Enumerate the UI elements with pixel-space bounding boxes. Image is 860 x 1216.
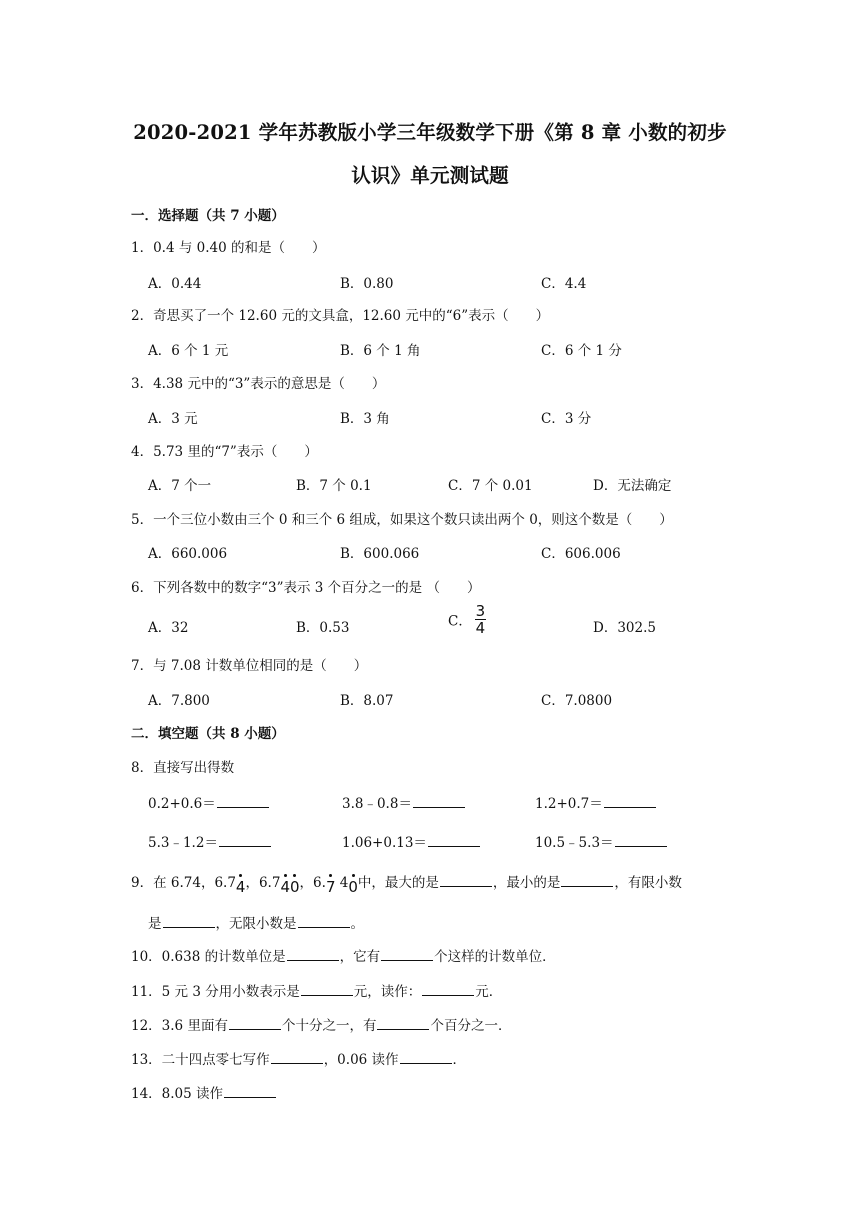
question-10-text-b: ，它有 [339,949,381,965]
question-2-stem: 2．奇思买了一个 12.60 元的文具盒，12.60 元中的“6”表示（ ） [131,308,550,324]
repeating-digit: 0 [290,878,300,896]
answer-blank[interactable] [440,874,492,887]
question-13-text-a: 13．二十四点零七写作 [131,1052,270,1068]
question-9-mid: 中，最大的是 [357,875,439,891]
expression-4-text: 5.3﹣1.2＝ [148,835,218,851]
fraction-numerator: 3 [475,602,486,620]
answer-blank[interactable] [428,834,480,847]
question-9-line2b: ，无限小数是 [215,916,297,932]
question-5-option-a: A．660.006 [148,546,228,562]
question-8-stem: 8．直接写出得数 [131,760,235,776]
question-4-stem: 4．5.73 里的“7”表示（ ） [131,444,318,460]
doc-title-line2: 认识》单元测试题 [351,164,509,187]
expression-4 [148,831,272,851]
question-9-sep2: ，6. [299,875,326,891]
doc-title-line1: 2020-2021 学年苏教版小学三年级数学下册《第 8 章 小数的初步 [133,121,727,144]
question-12-text-c: 个百分之一． [430,1018,512,1034]
question-10-text-c: 个这样的计数单位． [434,949,556,965]
question-13-text-b: ，0.06 读作 [323,1052,399,1068]
question-12-text-b: 个十分之一，有 [281,1018,377,1034]
answer-blank[interactable] [163,915,215,928]
question-11-text-a: 11．5 元 3 分用小数表示是 [131,984,300,1000]
answer-blank[interactable] [298,915,350,928]
question-5-option-b: B．600.066 [340,546,420,562]
question-11 [131,980,502,1000]
expression-5 [342,831,481,851]
question-1-option-a: A．0.44 [148,276,202,292]
question-6-option-c-label: C． [448,613,472,630]
expression-5-text: 1.06+0.13＝ [342,835,427,851]
answer-blank[interactable] [271,1051,323,1064]
question-9-line1 [131,871,682,896]
answer-blank[interactable] [224,1085,276,1098]
question-9-sep1: ，6.7 [245,875,281,891]
expression-2-text: 3.8﹣0.8＝ [342,796,412,812]
repeating-digit: 0 [348,878,358,896]
question-7-option-a: A．7.800 [148,693,210,709]
question-2-option-a: A．6 个 1 元 [148,343,229,359]
section-heading-choice: 一．选择题（共 7 小题） [131,208,285,224]
question-12 [131,1014,511,1034]
repeating-digit: 4 [280,878,290,896]
question-10-text-a: 10．0.638 的计数单位是 [131,949,286,965]
question-6-option-c [448,604,486,635]
question-5-stem: 5．一个三位小数由三个 0 和三个 6 组成，如果这个数只读出两个 0，则这个数是（ ） [131,512,673,528]
question-1-option-b: B．0.80 [340,276,394,292]
answer-blank[interactable] [301,983,353,996]
answer-blank[interactable] [381,948,433,961]
question-13-text-c: ． [452,1052,467,1068]
question-3-option-b: B．3 角 [340,411,390,427]
question-4-option-b: B．7 个 0.1 [296,478,372,494]
question-9-prefix: 9．在 6.74，6.7 [131,875,236,891]
question-1-option-c: C．4.4 [541,276,587,292]
question-1-stem: 1．0.4 与 0.40 的和是（ ） [131,240,326,256]
question-6-option-d: D．302.5 [593,620,656,636]
fraction-denominator: 4 [475,619,486,637]
question-9-line2 [148,912,364,932]
question-9-text1: ，最小的是 [492,875,561,891]
expression-3 [535,792,657,812]
answer-blank[interactable] [604,795,656,808]
question-6-stem: 6．下列各数中的数字“3”表示 3 个百分之一的是 （ ） [131,580,481,596]
expression-6 [535,831,668,851]
question-7-option-b: B．8.07 [340,693,394,709]
question-7-option-c: C．7.0800 [541,693,613,709]
answer-blank[interactable] [615,834,667,847]
question-9-text2: ，有限小数 [614,875,682,891]
expression-2 [342,792,466,812]
question-5-option-c: C．606.006 [541,546,621,562]
answer-blank[interactable] [287,948,339,961]
question-9-digit: 4 [335,875,349,891]
question-2-option-b: B．6 个 1 角 [340,343,421,359]
question-3-stem: 3．4.38 元中的“3”表示的意思是（ ） [131,376,386,392]
question-11-text-b: 元，读作： [353,984,422,1000]
section-heading-fill: 二．填空题（共 8 小题） [131,726,285,742]
question-7-stem: 7．与 7.08 计数单位相同的是（ ） [131,658,368,674]
question-3-option-c: C．3 分 [541,411,592,427]
expression-3-text: 1.2+0.7＝ [535,796,603,812]
question-6-option-a: A．32 [148,620,189,636]
question-6-option-b: B．0.53 [296,620,350,636]
question-14-text-a: 14．8.05 读作 [131,1086,224,1102]
answer-blank[interactable] [400,1051,452,1064]
question-3-option-a: A．3 元 [148,411,198,427]
answer-blank[interactable] [217,795,269,808]
answer-blank[interactable] [377,1017,429,1030]
answer-blank[interactable] [561,874,613,887]
expression-1-text: 0.2+0.6＝ [148,796,216,812]
question-4-option-a: A．7 个一 [148,478,212,494]
question-11-text-c: 元． [475,984,503,1000]
question-2-option-c: C．6 个 1 分 [541,343,622,359]
answer-blank[interactable] [422,983,474,996]
question-4-option-c: C．7 个 0.01 [448,478,533,494]
fraction-three-quarters [475,604,486,635]
question-9-line2c: 。 [350,916,364,932]
expression-1 [148,792,270,812]
repeating-digit: 4 [235,878,246,896]
question-13 [131,1048,466,1068]
question-14 [131,1082,277,1102]
question-10 [131,945,556,965]
question-4-option-d: D．无法确定 [593,478,672,494]
question-12-text-a: 12．3.6 里面有 [131,1018,228,1034]
answer-blank[interactable] [413,795,465,808]
repeating-digit: 7 [325,878,336,896]
answer-blank[interactable] [229,1017,281,1030]
answer-blank[interactable] [219,834,271,847]
question-9-line2a: 是 [148,916,162,932]
expression-6-text: 10.5﹣5.3＝ [535,835,614,851]
